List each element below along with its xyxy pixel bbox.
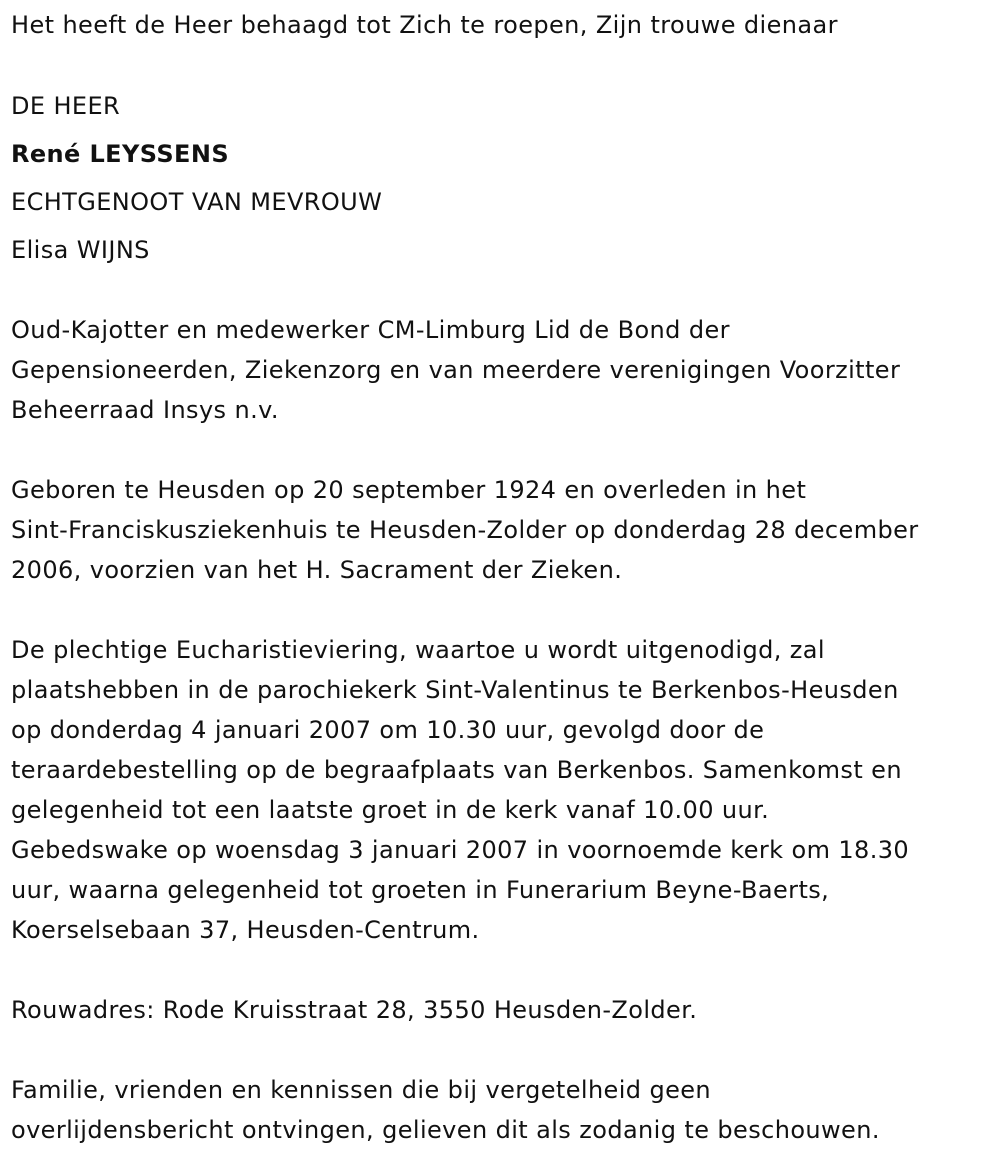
- birth-death-line: Sint-Franciskusziekenhuis te Heusden-Zolder op donderdag 28 december: [11, 516, 919, 544]
- closing-line: Familie, vrienden en kennissen die bij vergetelheid geen: [11, 1076, 712, 1104]
- spouse-name: Elisa WIJNS: [11, 236, 150, 264]
- birth-death-line: 2006, voorzien van het H. Sacrament der Zieken.: [11, 556, 623, 584]
- ceremony-line: De plechtige Eucharistieviering, waartoe u wordt uitgenodigd, zal: [11, 636, 825, 664]
- ceremony-line: Gebedswake op woensdag 3 januari 2007 in voornoemde kerk om 18.30: [11, 836, 910, 864]
- ceremony-line: uur, waarna gelegenheid tot groeten in Funerarium Beyne-Baerts,: [11, 876, 830, 904]
- ceremony-line: gelegenheid tot een laatste groet in de kerk vanaf 10.00 uur.: [11, 796, 770, 824]
- deceased-name: René LEYSSENS: [11, 140, 230, 168]
- ceremony-line: Koerselsebaan 37, Heusden-Centrum.: [11, 916, 480, 944]
- ceremony-line: op donderdag 4 januari 2007 om 10.30 uur, gevolgd door de: [11, 716, 765, 744]
- roles-line: Oud-Kajotter en medewerker CM-Limburg Lid de Bond der: [11, 316, 730, 344]
- mourning-address: Rouwadres: Rode Kruisstraat 28, 3550 Heusden-Zolder.: [11, 996, 698, 1024]
- closing-line: overlijdensbericht ontvingen, gelieven dit als zodanig te beschouwen.: [11, 1116, 880, 1144]
- honorific-title: DE HEER: [11, 92, 121, 120]
- roles-line: Gepensioneerden, Ziekenzorg en van meerdere verenigingen Voorzitter: [11, 356, 901, 384]
- ceremony-line: plaatshebben in de parochiekerk Sint-Valentinus te Berkenbos-Heusden: [11, 676, 899, 704]
- birth-death-line: Geboren te Heusden op 20 september 1924 en overleden in het: [11, 476, 807, 504]
- roles-line: Beheerraad Insys n.v.: [11, 396, 279, 424]
- intro-line: Het heeft de Heer behaagd tot Zich te roepen, Zijn trouwe dienaar: [11, 11, 838, 39]
- spouse-label: ECHTGENOOT VAN MEVROUW: [11, 188, 383, 216]
- ceremony-line: teraardebestelling op de begraafplaats van Berkenbos. Samenkomst en: [11, 756, 902, 784]
